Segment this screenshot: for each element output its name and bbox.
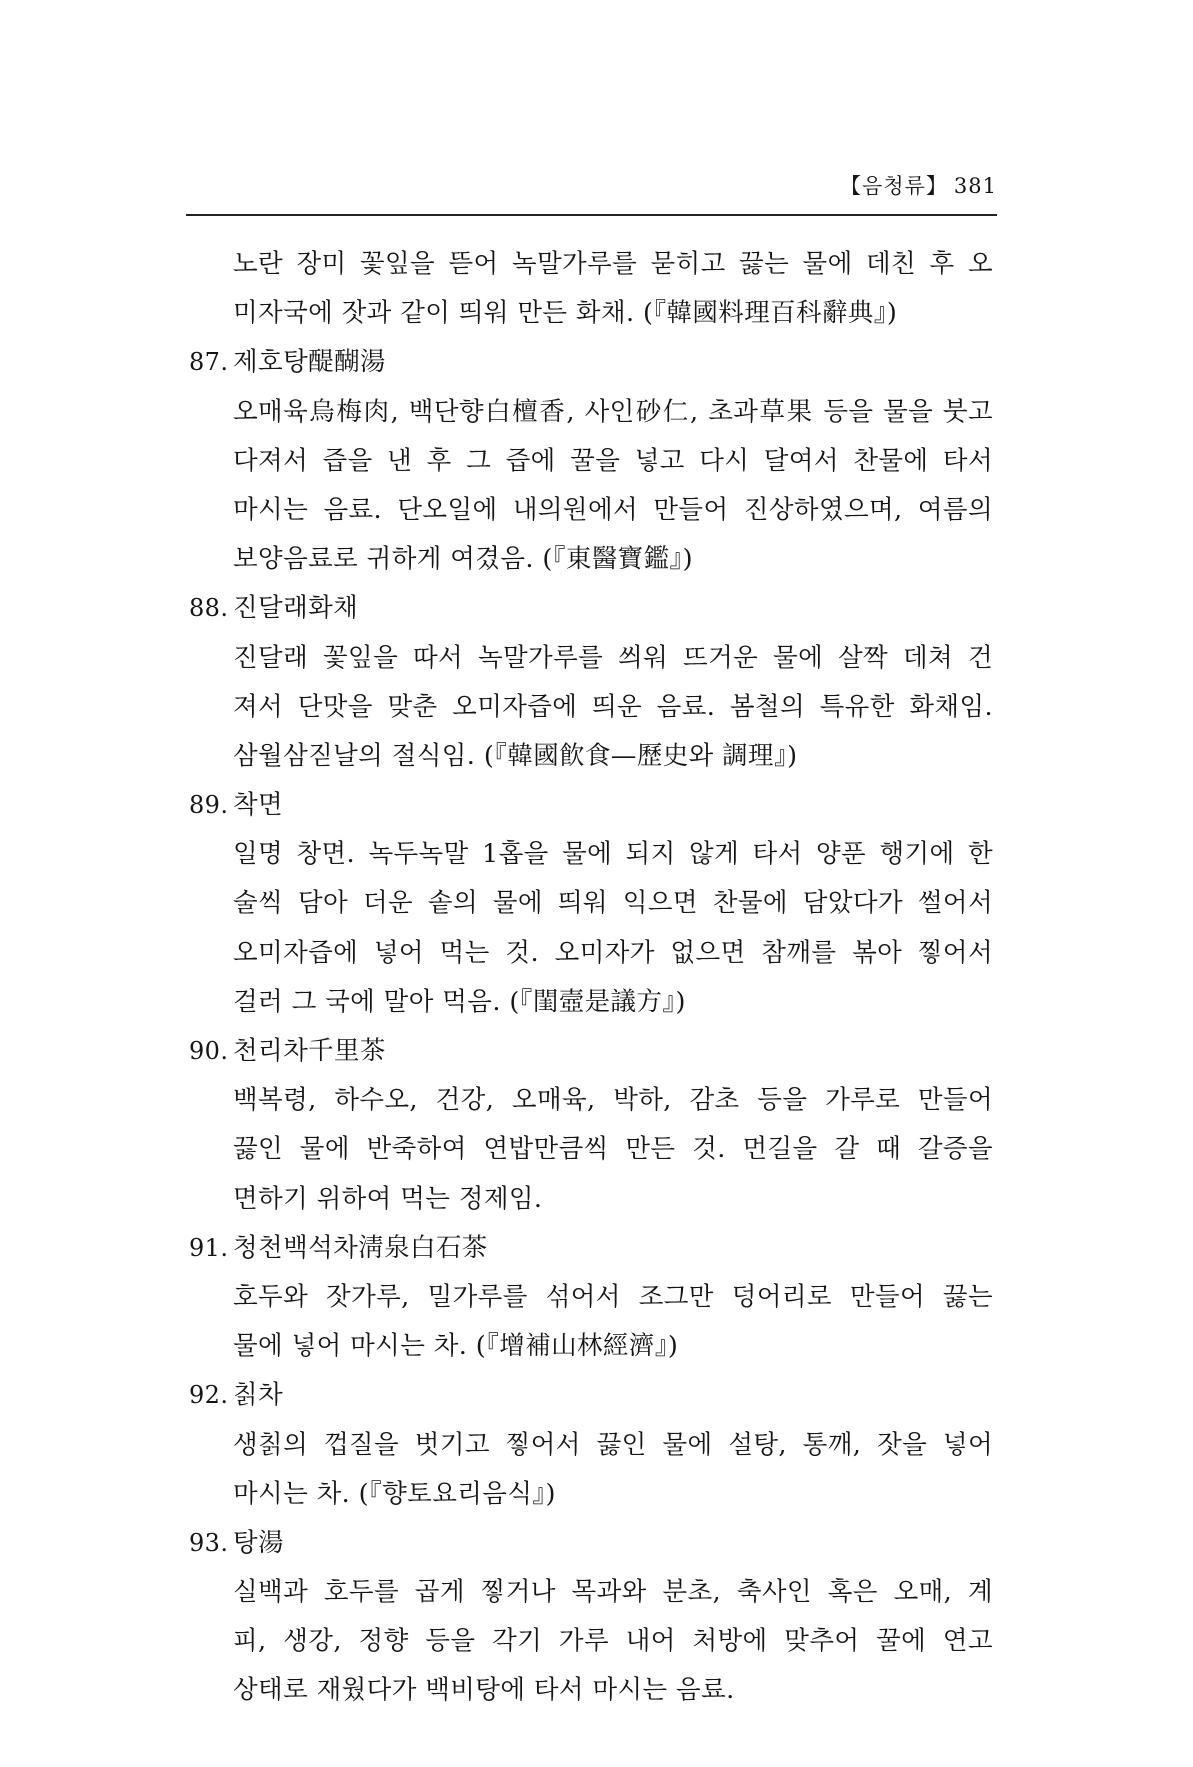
entry-number: 92. [189, 1381, 229, 1410]
body-line: 호두와 잣가루, 밀가루를 섞어서 조그만 덩어리로 만들어 끓는 [233, 1281, 993, 1312]
body-line: 노란 장미 꽃잎을 뜯어 녹말가루를 묻히고 끓는 물에 데친 후 오 [233, 249, 993, 279]
body-line: 끓인 물에 반죽하여 연밥만큼씩 만든 것. 먼길을 갈 때 갈증을 [233, 1134, 993, 1165]
body-line: 보양음료로 귀하게 여겼음. (『東醫寶鑑』) [233, 544, 693, 575]
body-line: 상태로 재웠다가 백비탕에 타서 마시는 음료. [233, 1675, 735, 1706]
page-body [189, 240, 993, 1716]
body-line: 오미자즙에 넣어 먹는 것. 오미자가 없으면 참깨를 볶아 찧어서 [233, 937, 993, 968]
body-line: 마시는 차. (『향토요리음식』) [233, 1478, 556, 1509]
body-line: 생칡의 껍질을 벗기고 찧어서 끓인 물에 설탕, 통깨, 잣을 넣어 [233, 1429, 993, 1460]
body-line: 백복령, 하수오, 건강, 오매육, 박하, 감초 등을 가루로 만들어 [233, 1085, 993, 1116]
entry-title: 진달래화채 [233, 593, 359, 624]
entry-heading [189, 1027, 993, 1076]
body-line: 물에 넣어 마시는 차. (『增補山林經濟』) [233, 1331, 679, 1362]
body-line: 실백과 호두를 곱게 찧거나 목과와 분초, 축사인 혹은 오매, 계 [233, 1577, 993, 1608]
page-number: 381 [953, 174, 997, 198]
entry-number: 93. [189, 1528, 229, 1557]
body-line: 져서 단맛을 맞춘 오미자즙에 띄운 음료. 봄철의 특유한 화채임. [233, 691, 993, 722]
entry-title: 제호탕醍醐湯 [233, 347, 386, 378]
entry-number: 91. [189, 1233, 229, 1262]
entry-heading [189, 1224, 993, 1273]
entry-number: 89. [189, 791, 229, 820]
entry-title: 칡차 [233, 1380, 284, 1411]
entry-title: 천리차千里茶 [233, 1036, 386, 1066]
entry-heading [189, 1371, 993, 1420]
entry-heading [189, 584, 993, 633]
entry-number: 90. [189, 1037, 229, 1065]
running-header [186, 166, 997, 216]
body-line: 술씩 담아 더운 솥의 물에 띄워 익으면 찬물에 담았다가 썰어서 [233, 888, 993, 919]
entry-heading [189, 338, 993, 387]
body-line: 걸러 그 국에 말아 먹음. (『閨壼是議方』) [233, 986, 686, 1017]
entry-title: 착면 [233, 790, 284, 821]
body-line: 오매육烏梅肉, 백단향白檀香, 사인砂仁, 초과草果 등을 물을 붓고 [233, 396, 993, 427]
body-line: 면하기 위하여 먹는 정제임. [233, 1183, 543, 1214]
body-line: 피, 생강, 정향 등을 각기 가루 내어 처방에 맞추어 꿀에 연고 [233, 1626, 993, 1657]
entry-number: 88. [189, 594, 229, 623]
section-title: 【음청류】 [840, 174, 948, 198]
body-line: 진달래 꽃잎을 따서 녹말가루를 씌워 뜨거운 물에 살짝 데쳐 건 [233, 642, 993, 673]
body-line: 삼월삼짇날의 절식임. (『韓國飮食—歷史와 調理』) [233, 740, 798, 771]
body-line: 일명 창면. 녹두녹말 1홉을 물에 되지 않게 타서 양푼 행기에 한 [233, 839, 993, 870]
body-line: 마시는 음료. 단오일에 내의원에서 만들어 진상하였으며, 여름의 [233, 494, 993, 525]
entry-heading [189, 1519, 993, 1568]
entry-number: 87. [189, 348, 229, 377]
body-line: 미자국에 잣과 같이 띄워 만든 화채. (『韓國料理百科辭典』) [233, 298, 898, 329]
entry-heading [189, 781, 993, 830]
body-line: 다져서 즙을 낸 후 그 즙에 꿀을 넣고 다시 달여서 찬물에 타서 [233, 445, 993, 476]
entry-title: 탕湯 [233, 1527, 284, 1558]
entry-title: 청천백석차淸泉白石茶 [233, 1232, 488, 1263]
